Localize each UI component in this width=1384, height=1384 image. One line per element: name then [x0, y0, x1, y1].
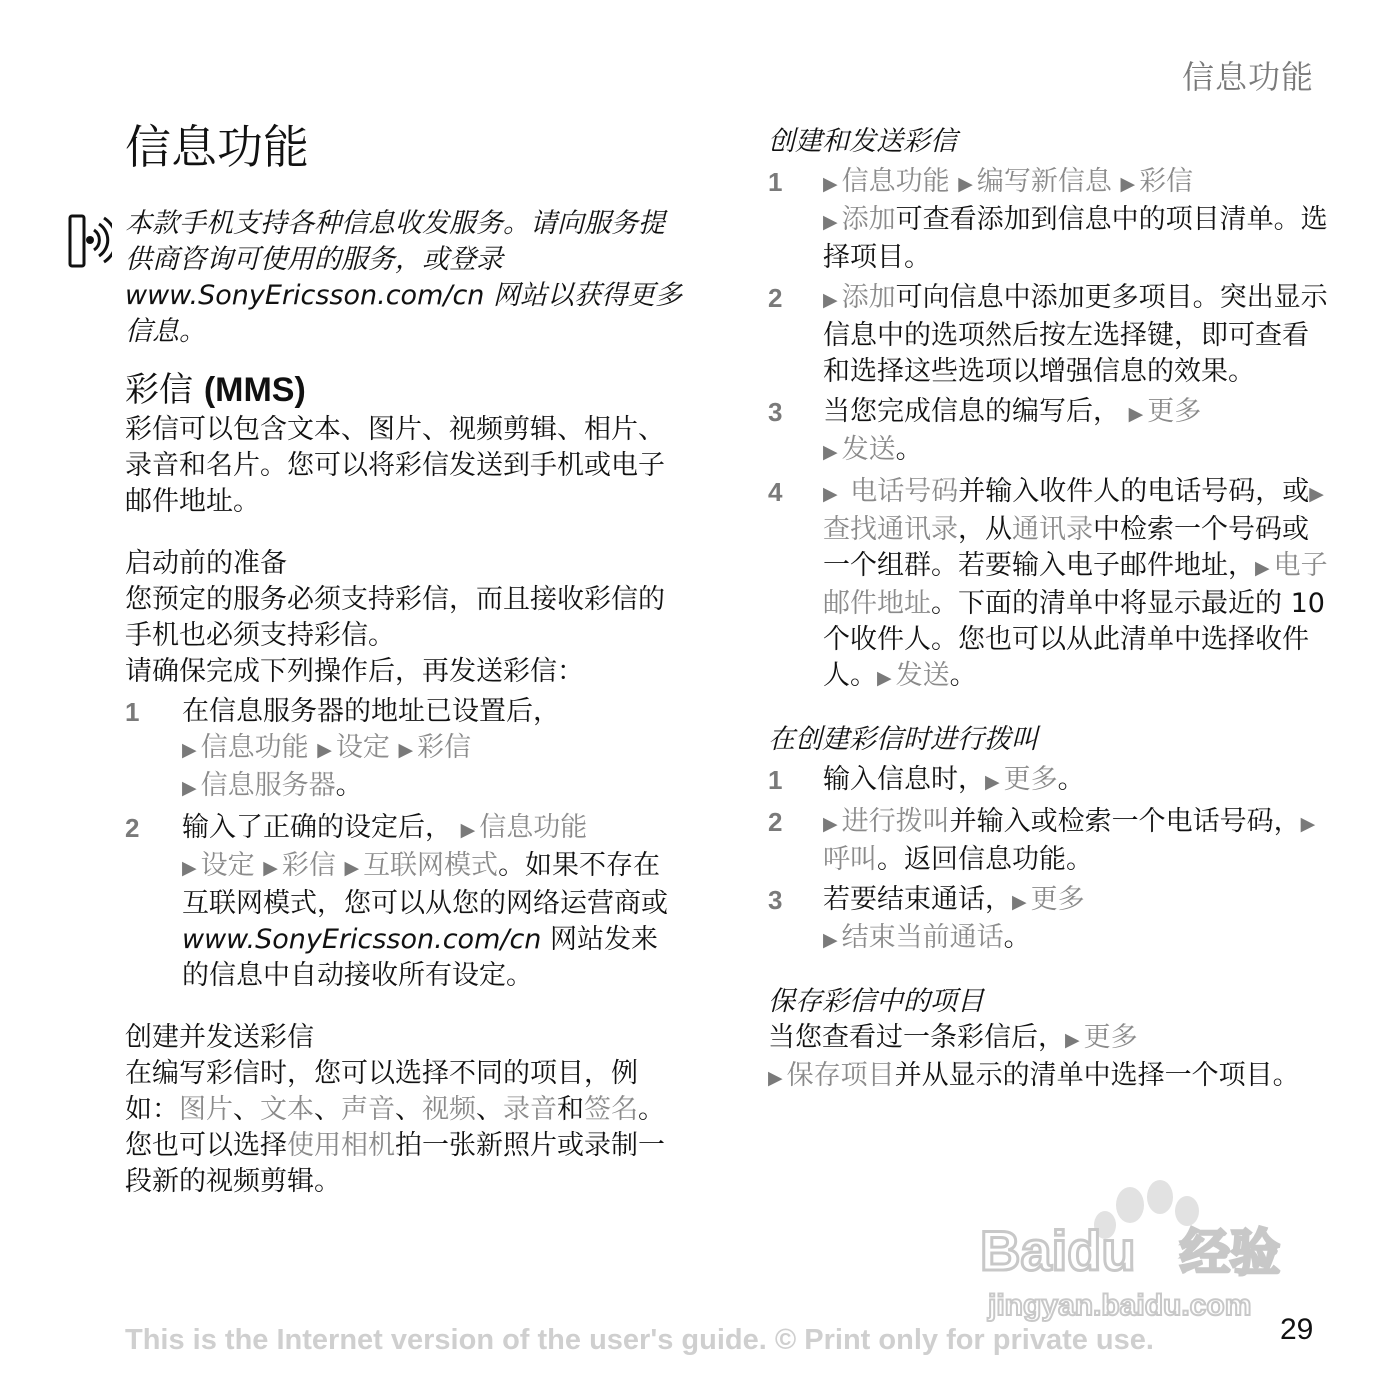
arrow-icon: ▶: [1012, 891, 1027, 913]
arrow-icon: ▶: [823, 211, 838, 233]
menu-item: 设定: [335, 732, 390, 763]
svg-text:jingyan.baidu.com: jingyan.baidu.com: [988, 1289, 1252, 1322]
step-number: 2: [768, 807, 783, 837]
arrow-icon: ▶: [182, 739, 197, 761]
step-number: 2: [125, 813, 140, 843]
save-heading: 保存彩信中的项目: [768, 986, 984, 1017]
service-note: [125, 206, 685, 350]
arrow-icon: ▶: [317, 739, 332, 761]
prep-heading: 启动前的准备: [125, 548, 287, 579]
menu-item: 互联网模式: [363, 850, 499, 881]
footer-notice: This is the Internet version of the user's guide. © Print only for private use.: [125, 1324, 1154, 1356]
baidu-watermark: [980, 1175, 1300, 1325]
svg-text:Baidu: Baidu: [980, 1219, 1136, 1282]
menu-item: 彩信: [281, 850, 336, 881]
arrow-icon: ▶: [1309, 483, 1324, 505]
prep-steps: [125, 694, 685, 994]
svg-text:经验: 经验: [1180, 1224, 1280, 1282]
step-number: 4: [768, 477, 783, 507]
arrow-icon: ▶: [823, 813, 838, 835]
arrow-icon: ▶: [823, 289, 838, 311]
arrow-icon: ▶: [768, 1067, 783, 1089]
arrow-icon: ▶: [823, 441, 838, 463]
prep-text: 您预定的服务必须支持彩信，而且接收彩信的手机也必须支持彩信。: [125, 584, 665, 651]
save-text: 当您查看过一条彩信后，▶ 更多 ▶ 保存项目并从显示的清单中选择一个项目。: [768, 1022, 1300, 1091]
arrow-icon: ▶: [1065, 1029, 1080, 1051]
step-number: 1: [125, 697, 140, 727]
send-steps: [768, 164, 1328, 696]
arrow-icon: ▶: [823, 929, 838, 951]
page-number: 29: [1280, 1313, 1314, 1346]
note-text: 本款手机支持各种信息收发服务。请向服务提供商咨询可使用的服务，或登录 www.SonyEricsson.com/cn 网站以获得更多信息。: [125, 208, 683, 347]
send-step-4: 4 ▶ 电话号码并输入收件人的电话号码，或▶查找通讯录，从通讯录中检索一个号码或一个组群。若要输入电子邮件地址，▶ 电子邮件地址。下面的清单中将显示最近的 10 个收件人。您也可以从此清单中选择收件人。▶ 发送。: [768, 476, 1328, 691]
arrow-icon: ▶: [877, 667, 892, 689]
menu-item: 信息功能: [479, 812, 588, 843]
prep-step-2: 2 输入了正确的设定后， ▶ 信息功能 ▶ 设定 ▶ 彩信 ▶ 互联网模式。如果不存在互联网模式，您可以从您的网络运营商或 www.SonyEricsson.com/cn 网站发来的信息中自动接收所有设定。: [125, 812, 668, 991]
send-step-3: 3 当您完成信息的编写后， ▶ 更多 ▶ 发送。: [768, 396, 1202, 465]
arrow-icon: ▶: [263, 857, 278, 879]
call-step-1: 1 输入信息时，▶ 更多。: [768, 762, 1328, 800]
step-number: 3: [768, 397, 783, 427]
arrow-icon: ▶: [823, 173, 838, 195]
network-service-icon: [68, 214, 112, 268]
arrow-icon: ▶: [1120, 173, 1136, 195]
menu-item: 信息功能: [200, 732, 309, 763]
menu-item: 信息服务器: [200, 770, 336, 801]
step-number: 1: [768, 765, 783, 795]
menu-item: 彩信: [417, 732, 472, 763]
url-text: www.SonyEricsson.com/cn: [182, 924, 542, 955]
call-step-3: 3 若要结束通话，▶ 更多 ▶ 结束当前通话。: [768, 884, 1085, 953]
arrow-icon: ▶: [182, 857, 197, 879]
arrow-icon: ▶: [985, 771, 1000, 793]
arrow-icon: ▶: [1128, 403, 1144, 425]
create-text: 在编写彩信时，您可以选择不同的项目，例如：图片、文本、声音、视频、录音和签名。您也可以选择使用相机拍一张新照片或录制一段新的视频剪辑。: [125, 1058, 665, 1197]
mms-heading: 彩信 (MMS): [125, 370, 306, 410]
arrow-icon: ▶: [460, 819, 476, 841]
step-number: 2: [768, 283, 783, 313]
call-steps: [768, 762, 1328, 958]
arrow-icon: ▶: [344, 857, 360, 879]
arrow-icon: ▶: [1300, 813, 1316, 835]
arrow-icon: ▶: [1255, 557, 1270, 579]
prep-step-1: 1 在信息服务器的地址已设置后， ▶ 信息功能 ▶ 设定 ▶ 彩信 ▶ 信息服务器。: [125, 696, 560, 801]
arrow-icon: ▶: [823, 483, 838, 505]
send-step-1: 1 ▶ 信息功能 ▶ 编写新信息 ▶ 彩信 ▶ 添加可查看添加到信息中的项目清单。选择项目。: [768, 166, 1328, 273]
send-heading: 创建和发送彩信: [768, 126, 957, 157]
call-heading: 在创建彩信时进行拨叫: [768, 724, 1038, 755]
arrow-icon: ▶: [398, 739, 414, 761]
step-number: 1: [768, 167, 783, 197]
prep-text-2: 请确保完成下列操作后，再发送彩信：: [125, 656, 584, 687]
send-step-2: 2 ▶ 添加可向信息中添加更多项目。突出显示信息中的选项然后按左选择键，即可查看和选择这些选项以增强信息的效果。: [768, 282, 1328, 387]
create-heading: 创建并发送彩信: [125, 1022, 314, 1053]
running-header: 信息功能: [1181, 58, 1314, 96]
right-column: [768, 124, 1328, 1096]
left-column: [125, 118, 685, 1200]
menu-item: 设定: [200, 850, 255, 881]
page-title: 信息功能: [125, 120, 309, 174]
mms-intro: 彩信可以包含文本、图片、视频剪辑、相片、录音和名片。您可以将彩信发送到手机或电子邮件地址。: [125, 414, 665, 517]
arrow-icon: ▶: [958, 173, 973, 195]
step-number: 3: [768, 885, 783, 915]
arrow-icon: ▶: [182, 777, 197, 799]
call-step-2: 2 ▶ 进行拨叫并输入或检索一个电话号码，▶呼叫。返回信息功能。: [768, 806, 1316, 875]
